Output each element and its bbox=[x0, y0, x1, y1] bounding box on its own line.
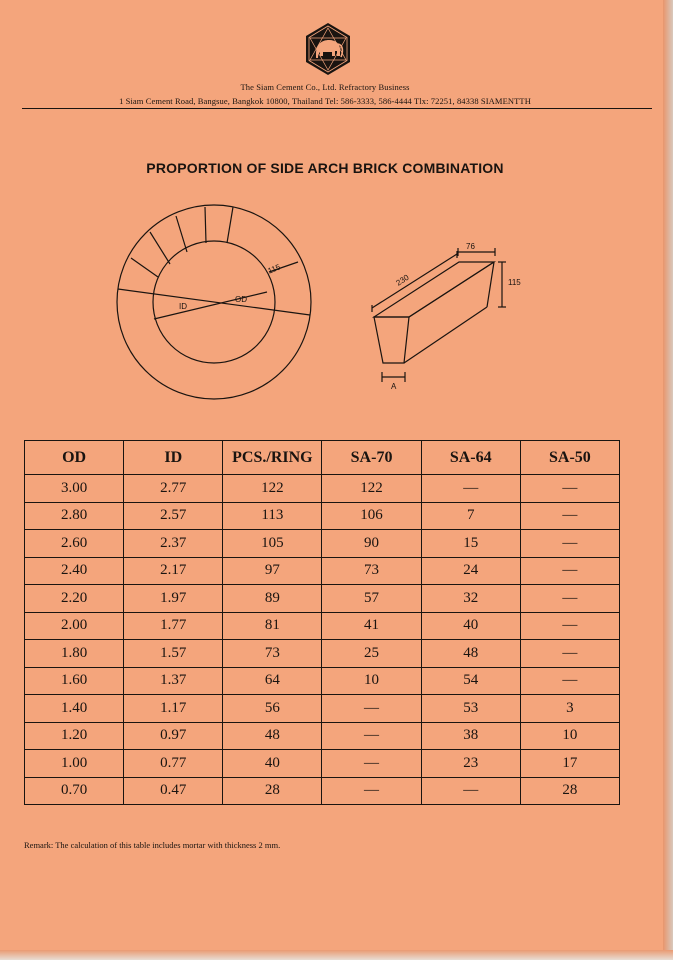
cell-sa-50: 28 bbox=[520, 777, 619, 805]
cell-od: 0.70 bbox=[25, 777, 124, 805]
ring-id-label: ID bbox=[179, 302, 187, 311]
cell-id: 2.77 bbox=[124, 475, 223, 503]
cell-sa-50: 10 bbox=[520, 722, 619, 750]
header-sa-50: SA-50 bbox=[520, 441, 619, 475]
page-edge bbox=[663, 0, 673, 960]
cell-id: 1.97 bbox=[124, 585, 223, 613]
header-pcs-ring: PCS./RING bbox=[223, 441, 322, 475]
cell-sa-50: 3 bbox=[520, 695, 619, 723]
cell-id: 0.77 bbox=[124, 750, 223, 778]
cell-od: 1.60 bbox=[25, 667, 124, 695]
cell-od: 2.00 bbox=[25, 612, 124, 640]
cell-id: 1.57 bbox=[124, 640, 223, 668]
cell-od: 1.40 bbox=[25, 695, 124, 723]
ring-diagram bbox=[117, 205, 311, 399]
brick-combination-table bbox=[24, 440, 620, 805]
cell-sa-70: 122 bbox=[322, 475, 421, 503]
cell-sa-70: — bbox=[322, 750, 421, 778]
cell-id: 2.57 bbox=[124, 502, 223, 530]
cell-id: 2.37 bbox=[124, 530, 223, 558]
cell-sa-70: 106 bbox=[322, 502, 421, 530]
table-row bbox=[25, 777, 620, 805]
cell-od: 1.80 bbox=[25, 640, 124, 668]
cell-sa-64: 7 bbox=[421, 502, 520, 530]
cell-sa-64: 24 bbox=[421, 557, 520, 585]
table-row bbox=[25, 667, 620, 695]
header-sa-70: SA-70 bbox=[322, 441, 421, 475]
brick-length-label: 230 bbox=[394, 272, 411, 288]
cell-pcs-ring: 48 bbox=[223, 722, 322, 750]
siam-cement-elephant-logo bbox=[302, 22, 354, 76]
cell-id: 0.97 bbox=[124, 722, 223, 750]
cell-pcs-ring: 73 bbox=[223, 640, 322, 668]
cell-pcs-ring: 113 bbox=[223, 502, 322, 530]
cell-sa-50: — bbox=[520, 612, 619, 640]
cell-sa-50: — bbox=[520, 585, 619, 613]
cell-pcs-ring: 40 bbox=[223, 750, 322, 778]
cell-id: 2.17 bbox=[124, 557, 223, 585]
table-row bbox=[25, 585, 620, 613]
cell-sa-70: 90 bbox=[322, 530, 421, 558]
company-name: The Siam Cement Co., Ltd. Refractory Business bbox=[240, 82, 410, 92]
cell-sa-50: — bbox=[520, 557, 619, 585]
cell-pcs-ring: 56 bbox=[223, 695, 322, 723]
cell-sa-50: 17 bbox=[520, 750, 619, 778]
cell-sa-70: 10 bbox=[322, 667, 421, 695]
cell-sa-70: — bbox=[322, 777, 421, 805]
cell-id: 1.17 bbox=[124, 695, 223, 723]
cell-sa-64: 54 bbox=[421, 667, 520, 695]
cell-sa-64: 48 bbox=[421, 640, 520, 668]
brick-width-label: 76 bbox=[466, 242, 475, 251]
cell-pcs-ring: 28 bbox=[223, 777, 322, 805]
cell-od: 2.20 bbox=[25, 585, 124, 613]
cell-sa-50: — bbox=[520, 502, 619, 530]
cell-sa-70: 57 bbox=[322, 585, 421, 613]
cell-od: 2.40 bbox=[25, 557, 124, 585]
table-row bbox=[25, 530, 620, 558]
cell-od: 3.00 bbox=[25, 475, 124, 503]
cell-od: 2.80 bbox=[25, 502, 124, 530]
cell-sa-64: 15 bbox=[421, 530, 520, 558]
cell-od: 2.60 bbox=[25, 530, 124, 558]
remark-note: Remark: The calculation of this table includes mortar with thickness 2 mm. bbox=[24, 840, 281, 850]
cell-sa-64: 38 bbox=[421, 722, 520, 750]
cell-pcs-ring: 81 bbox=[223, 612, 322, 640]
cell-od: 1.00 bbox=[25, 750, 124, 778]
cell-sa-50: — bbox=[520, 667, 619, 695]
cell-od: 1.20 bbox=[25, 722, 124, 750]
header-od: OD bbox=[25, 441, 124, 475]
table-row bbox=[25, 612, 620, 640]
cell-sa-50: — bbox=[520, 530, 619, 558]
ring-od-label: OD bbox=[235, 295, 247, 304]
table-row bbox=[25, 557, 620, 585]
table-row bbox=[25, 502, 620, 530]
cell-pcs-ring: 105 bbox=[223, 530, 322, 558]
cell-sa-64: 32 bbox=[421, 585, 520, 613]
cell-sa-64: 40 bbox=[421, 612, 520, 640]
table-row bbox=[25, 475, 620, 503]
page-bottom-edge bbox=[0, 950, 673, 960]
cell-sa-64: — bbox=[421, 777, 520, 805]
cell-sa-70: 41 bbox=[322, 612, 421, 640]
header-sa-64: SA-64 bbox=[421, 441, 520, 475]
table-row bbox=[25, 722, 620, 750]
brick-a-label: A bbox=[391, 382, 397, 391]
cell-sa-70: — bbox=[322, 695, 421, 723]
ring-thickness-label: 115 bbox=[266, 262, 282, 276]
cell-sa-70: 25 bbox=[322, 640, 421, 668]
cell-sa-50: — bbox=[520, 475, 619, 503]
header-divider bbox=[22, 108, 652, 109]
cell-sa-50: — bbox=[520, 640, 619, 668]
table-row bbox=[25, 695, 620, 723]
header-id: ID bbox=[124, 441, 223, 475]
cell-pcs-ring: 97 bbox=[223, 557, 322, 585]
brick-diagram bbox=[372, 248, 506, 382]
cell-sa-70: — bbox=[322, 722, 421, 750]
cell-id: 1.37 bbox=[124, 667, 223, 695]
table-row bbox=[25, 640, 620, 668]
table-header-row bbox=[25, 441, 620, 475]
cell-id: 0.47 bbox=[124, 777, 223, 805]
cell-id: 1.77 bbox=[124, 612, 223, 640]
company-address: 1 Siam Cement Road, Bangsue, Bangkok 10800, Thailand Tel: 586-3333, 586-4444 Tlx: 72251, 84338 SIAMENTTH bbox=[119, 96, 531, 106]
cell-sa-70: 73 bbox=[322, 557, 421, 585]
cell-sa-64: 23 bbox=[421, 750, 520, 778]
cell-sa-64: — bbox=[421, 475, 520, 503]
cell-sa-64: 53 bbox=[421, 695, 520, 723]
brick-height-label: 115 bbox=[508, 278, 521, 287]
cell-pcs-ring: 89 bbox=[223, 585, 322, 613]
cell-pcs-ring: 122 bbox=[223, 475, 322, 503]
arch-brick-diagram bbox=[110, 196, 560, 406]
cell-pcs-ring: 64 bbox=[223, 667, 322, 695]
table-row bbox=[25, 750, 620, 778]
document-title: PROPORTION OF SIDE ARCH BRICK COMBINATION bbox=[146, 160, 504, 176]
